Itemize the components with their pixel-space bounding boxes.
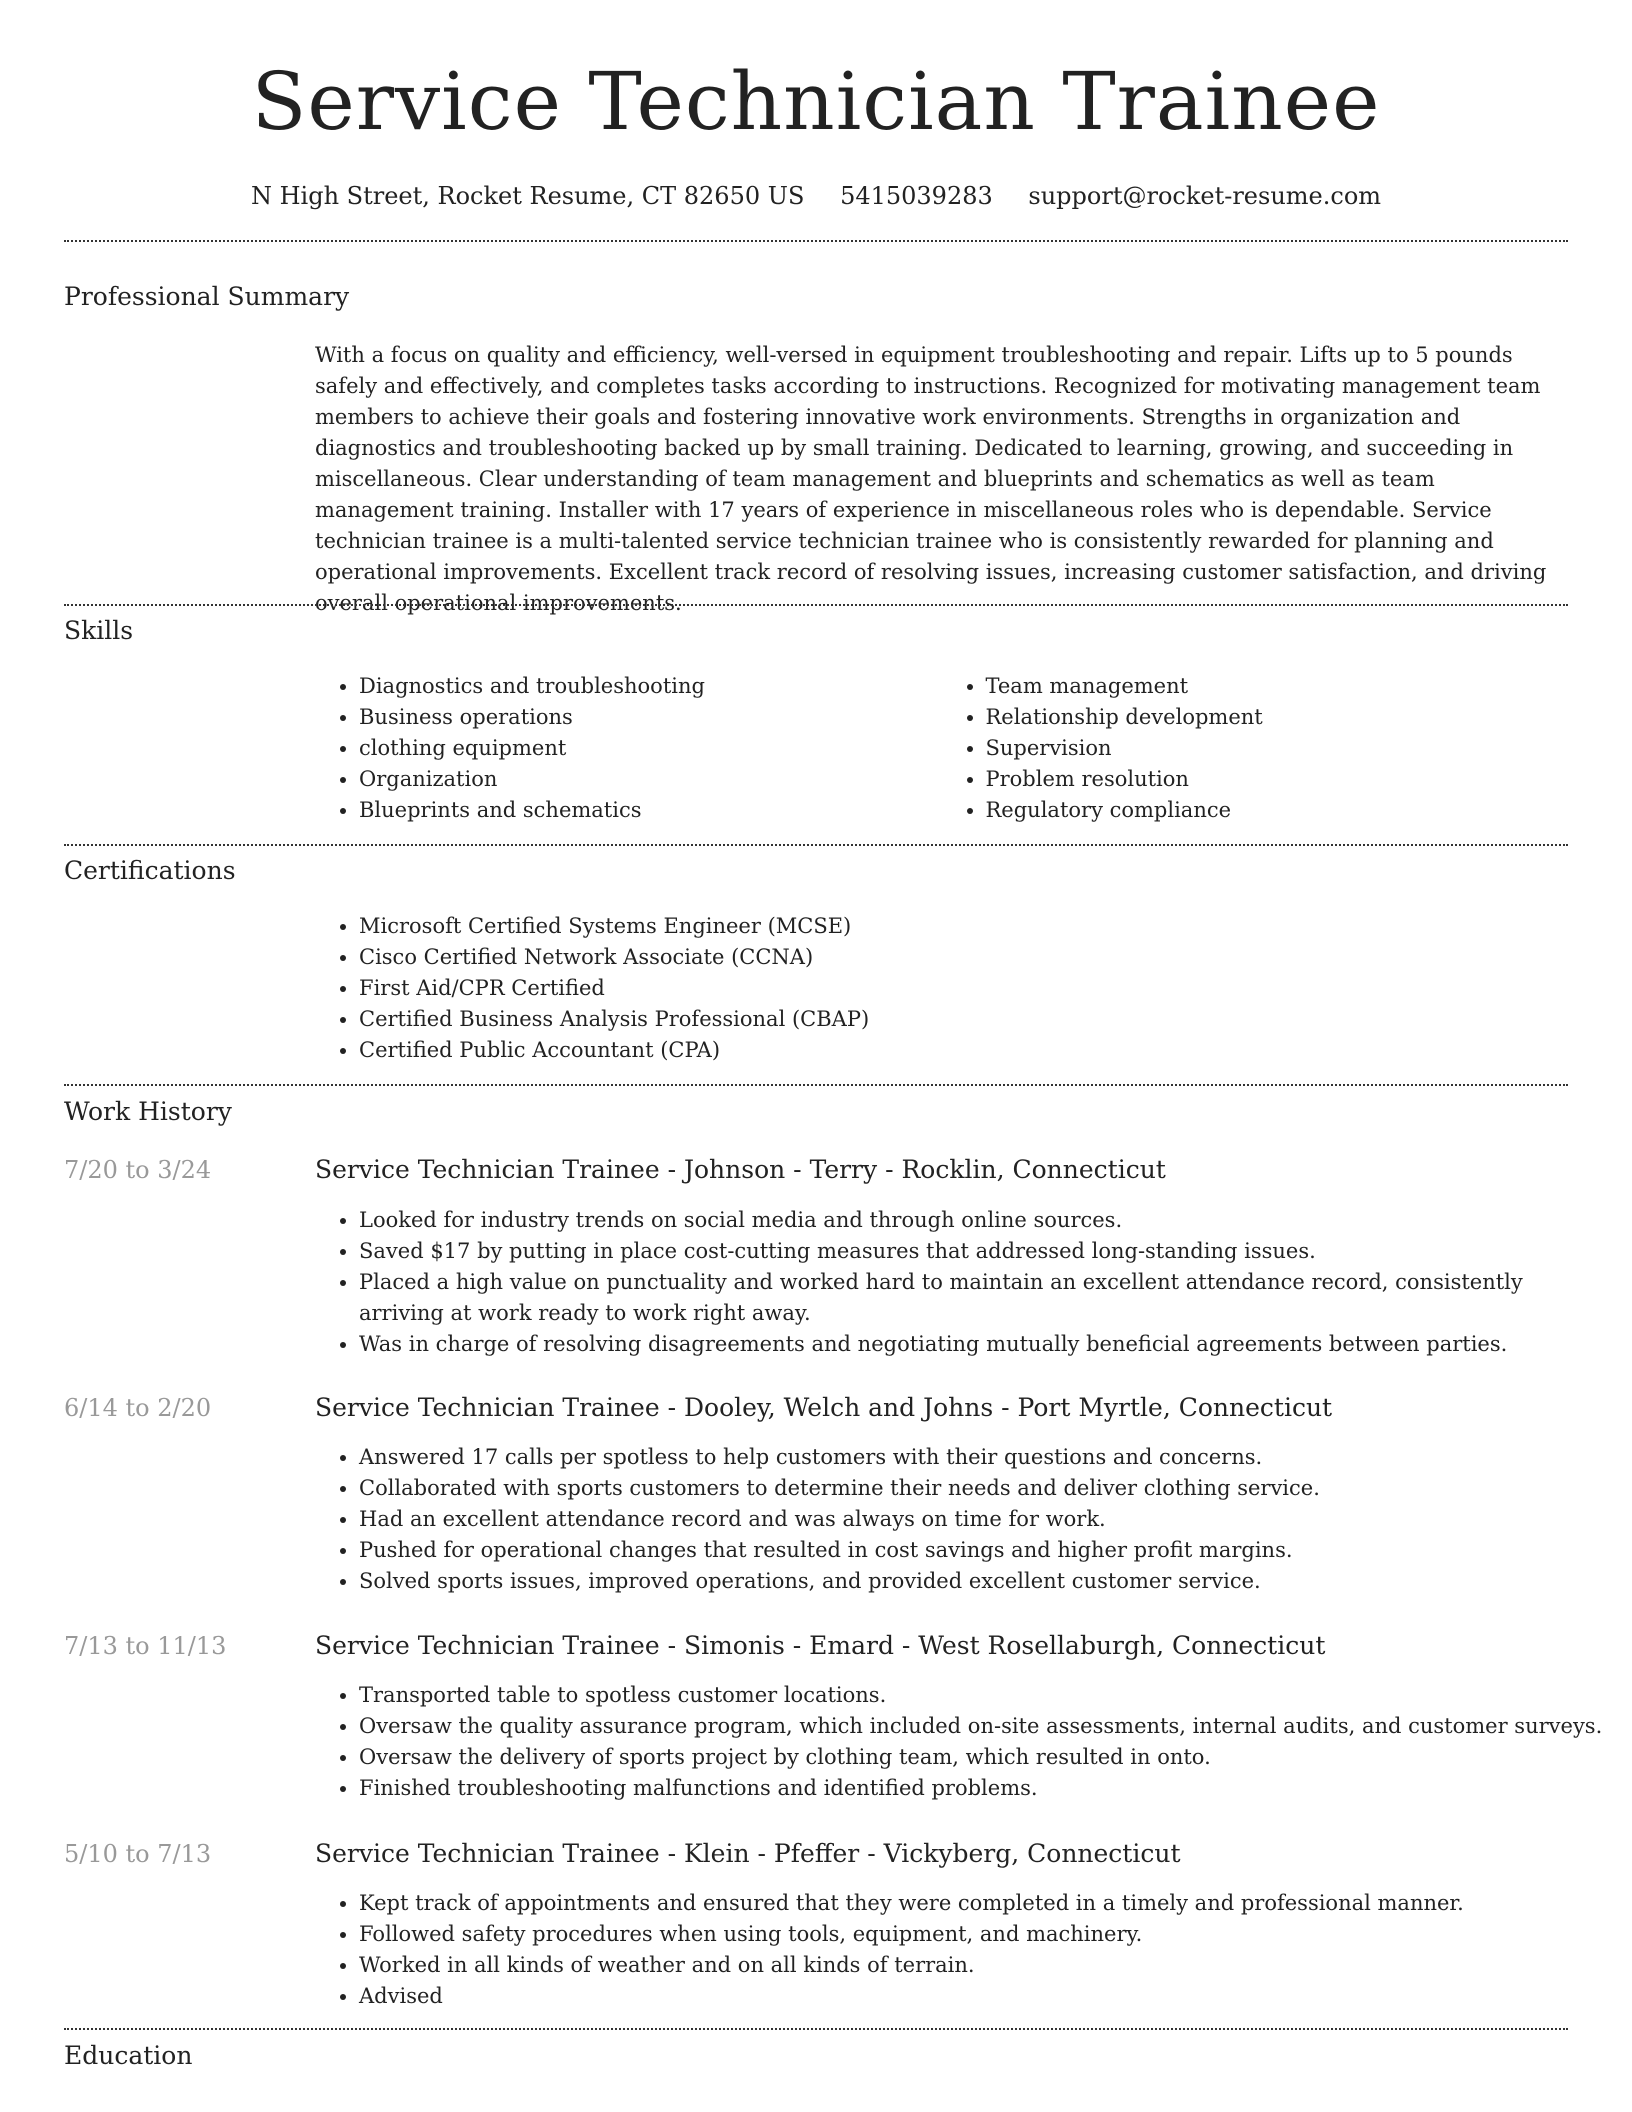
divider [64, 604, 1568, 606]
divider [64, 2028, 1568, 2030]
job-dates: 7/20 to 3/24 [64, 1156, 212, 1184]
job-bullets [315, 1888, 1612, 2012]
job-details: - Dooley, Welch and Johns - Port Myrtle, Connecticut [659, 1393, 1333, 1422]
divider [64, 844, 1568, 846]
skill-item: • Supervision [986, 733, 1569, 764]
job-title [315, 1155, 1166, 1184]
job-bullet: • Oversaw the delivery of sports project by clothing team, which resulted in onto. [359, 1742, 1612, 1773]
job-dates: 6/14 to 2/20 [64, 1394, 212, 1422]
work-history-heading: Work History [64, 1097, 232, 1126]
job-bullets [315, 1205, 1612, 1360]
contact-email: support@rocket-resume.com [1028, 182, 1382, 210]
job-bullet: • Placed a high value on punctuality and worked hard to maintain an excellent attendance record, consistently arriving at work ready to work right away. [359, 1267, 1612, 1329]
job-role: Service Technician Trainee [315, 1839, 660, 1868]
certifications-heading: Certifications [64, 856, 236, 885]
job-bullet: • Pushed for operational changes that resulted in cost savings and higher profit margins. [359, 1535, 1612, 1566]
job-bullets [315, 1442, 1612, 1597]
job-bullet: • Collaborated with sports customers to determine their needs and deliver clothing service. [359, 1473, 1612, 1504]
skills-list-right [942, 671, 1569, 826]
skill-item: • Business operations [359, 702, 942, 733]
skill-item: • Team management [986, 671, 1569, 702]
skills-list-left [315, 671, 942, 826]
job-bullet: • Oversaw the quality assurance program, which included on-site assessments, internal audits, and customer surveys. [359, 1711, 1612, 1742]
resume-title: Service Technician Trainee [251, 55, 1381, 148]
skill-item: • clothing equipment [359, 733, 942, 764]
skill-item: • Organization [359, 764, 942, 795]
certification-item: • Certified Business Analysis Professional (CBAP) [359, 1004, 1568, 1035]
job-bullet: • Had an excellent attendance record and was always on time for work. [359, 1504, 1612, 1535]
job-bullets [315, 1680, 1612, 1804]
job-details: - Klein - Pfeffer - Vickyberg, Connecticut [659, 1839, 1181, 1868]
skills-section [64, 616, 1568, 822]
job-role: Service Technician Trainee [315, 1155, 660, 1184]
certification-item: • Cisco Certified Network Associate (CCNA) [359, 942, 1568, 973]
education-heading: Education [64, 2041, 193, 2070]
certifications-section [64, 856, 1568, 1062]
certification-item: • Microsoft Certified Systems Engineer (MCSE) [359, 911, 1568, 942]
job-details: - Simonis - Emard - West Rosellaburgh, Connecticut [659, 1631, 1326, 1660]
job-details: - Johnson - Terry - Rocklin, Connecticut [659, 1155, 1166, 1184]
education-section [64, 2041, 1568, 2070]
job-bullet: • Followed safety procedures when using tools, equipment, and machinery. [359, 1919, 1612, 1950]
summary-heading: Professional Summary [64, 282, 350, 311]
work-history-section [64, 1097, 1603, 2008]
job-bullet: • Advised [359, 1981, 1612, 2012]
job-bullet: • Looked for industry trends on social media and through online sources. [359, 1205, 1612, 1236]
job-title [315, 1393, 1332, 1422]
job-bullet: • Kept track of appointments and ensured that they were completed in a timely and professional manner. [359, 1888, 1612, 1919]
contact-phone: 5415039283 [840, 182, 993, 210]
job-role: Service Technician Trainee [315, 1393, 660, 1422]
contact-address: N High Street, Rocket Resume, CT 82650 US [250, 182, 805, 210]
job-title [315, 1839, 1181, 1868]
skill-item: • Blueprints and schematics [359, 795, 942, 826]
summary-section [64, 282, 1568, 615]
summary-text: With a focus on quality and efficiency, well-versed in equipment troubleshooting and repair. Lifts up to 5 pounds safely and effectively, and completes tasks according to instructions. Recognized for motivating management team members to achieve their goals and fostering innovative work environments. Strengths in organization and diagnostics and troubleshooting backed up by small training. Dedicated to learning, growing, and succeeding in miscellaneous. Clear understanding of team management and blueprints and schematics as well as team management training. Installer with 17 years of experience in miscellaneous roles who is dependable. Service technician trainee is a multi-talented service technician trainee who is consistently rewarded for planning and operational improvements. Excellent track record of resolving issues, increasing customer satisfaction, and driving overall operational improvements. [315, 343, 1547, 615]
contact-line [0, 182, 1632, 210]
job-title [315, 1631, 1325, 1660]
divider [64, 1084, 1568, 1086]
certifications-list [315, 911, 1568, 1066]
skills-columns [315, 671, 1568, 826]
skills-heading: Skills [64, 616, 134, 645]
certification-item: • First Aid/CPR Certified [359, 973, 1568, 1004]
job-bullet: • Answered 17 calls per spotless to help customers with their questions and concerns. [359, 1442, 1612, 1473]
job-dates: 5/10 to 7/13 [64, 1840, 212, 1868]
divider [64, 240, 1568, 242]
job-dates: 7/13 to 11/13 [64, 1632, 227, 1660]
skill-item: • Regulatory compliance [986, 795, 1569, 826]
job-bullet: • Was in charge of resolving disagreements and negotiating mutually beneficial agreements between parties. [359, 1329, 1612, 1360]
job-bullet: • Transported table to spotless customer locations. [359, 1680, 1612, 1711]
job-bullet: • Finished troubleshooting malfunctions and identified problems. [359, 1773, 1612, 1804]
job-role: Service Technician Trainee [315, 1631, 660, 1660]
job-bullet: • Worked in all kinds of weather and on all kinds of terrain. [359, 1950, 1612, 1981]
job-bullet: • Solved sports issues, improved operations, and provided excellent customer service. [359, 1566, 1612, 1597]
certification-item: • Certified Public Accountant (CPA) [359, 1035, 1568, 1066]
skill-item: • Problem resolution [986, 764, 1569, 795]
skill-item: • Relationship development [986, 702, 1569, 733]
job-bullet: • Saved $17 by putting in place cost-cutting measures that addressed long-standing issues. [359, 1236, 1612, 1267]
skill-item: • Diagnostics and troubleshooting [359, 671, 942, 702]
